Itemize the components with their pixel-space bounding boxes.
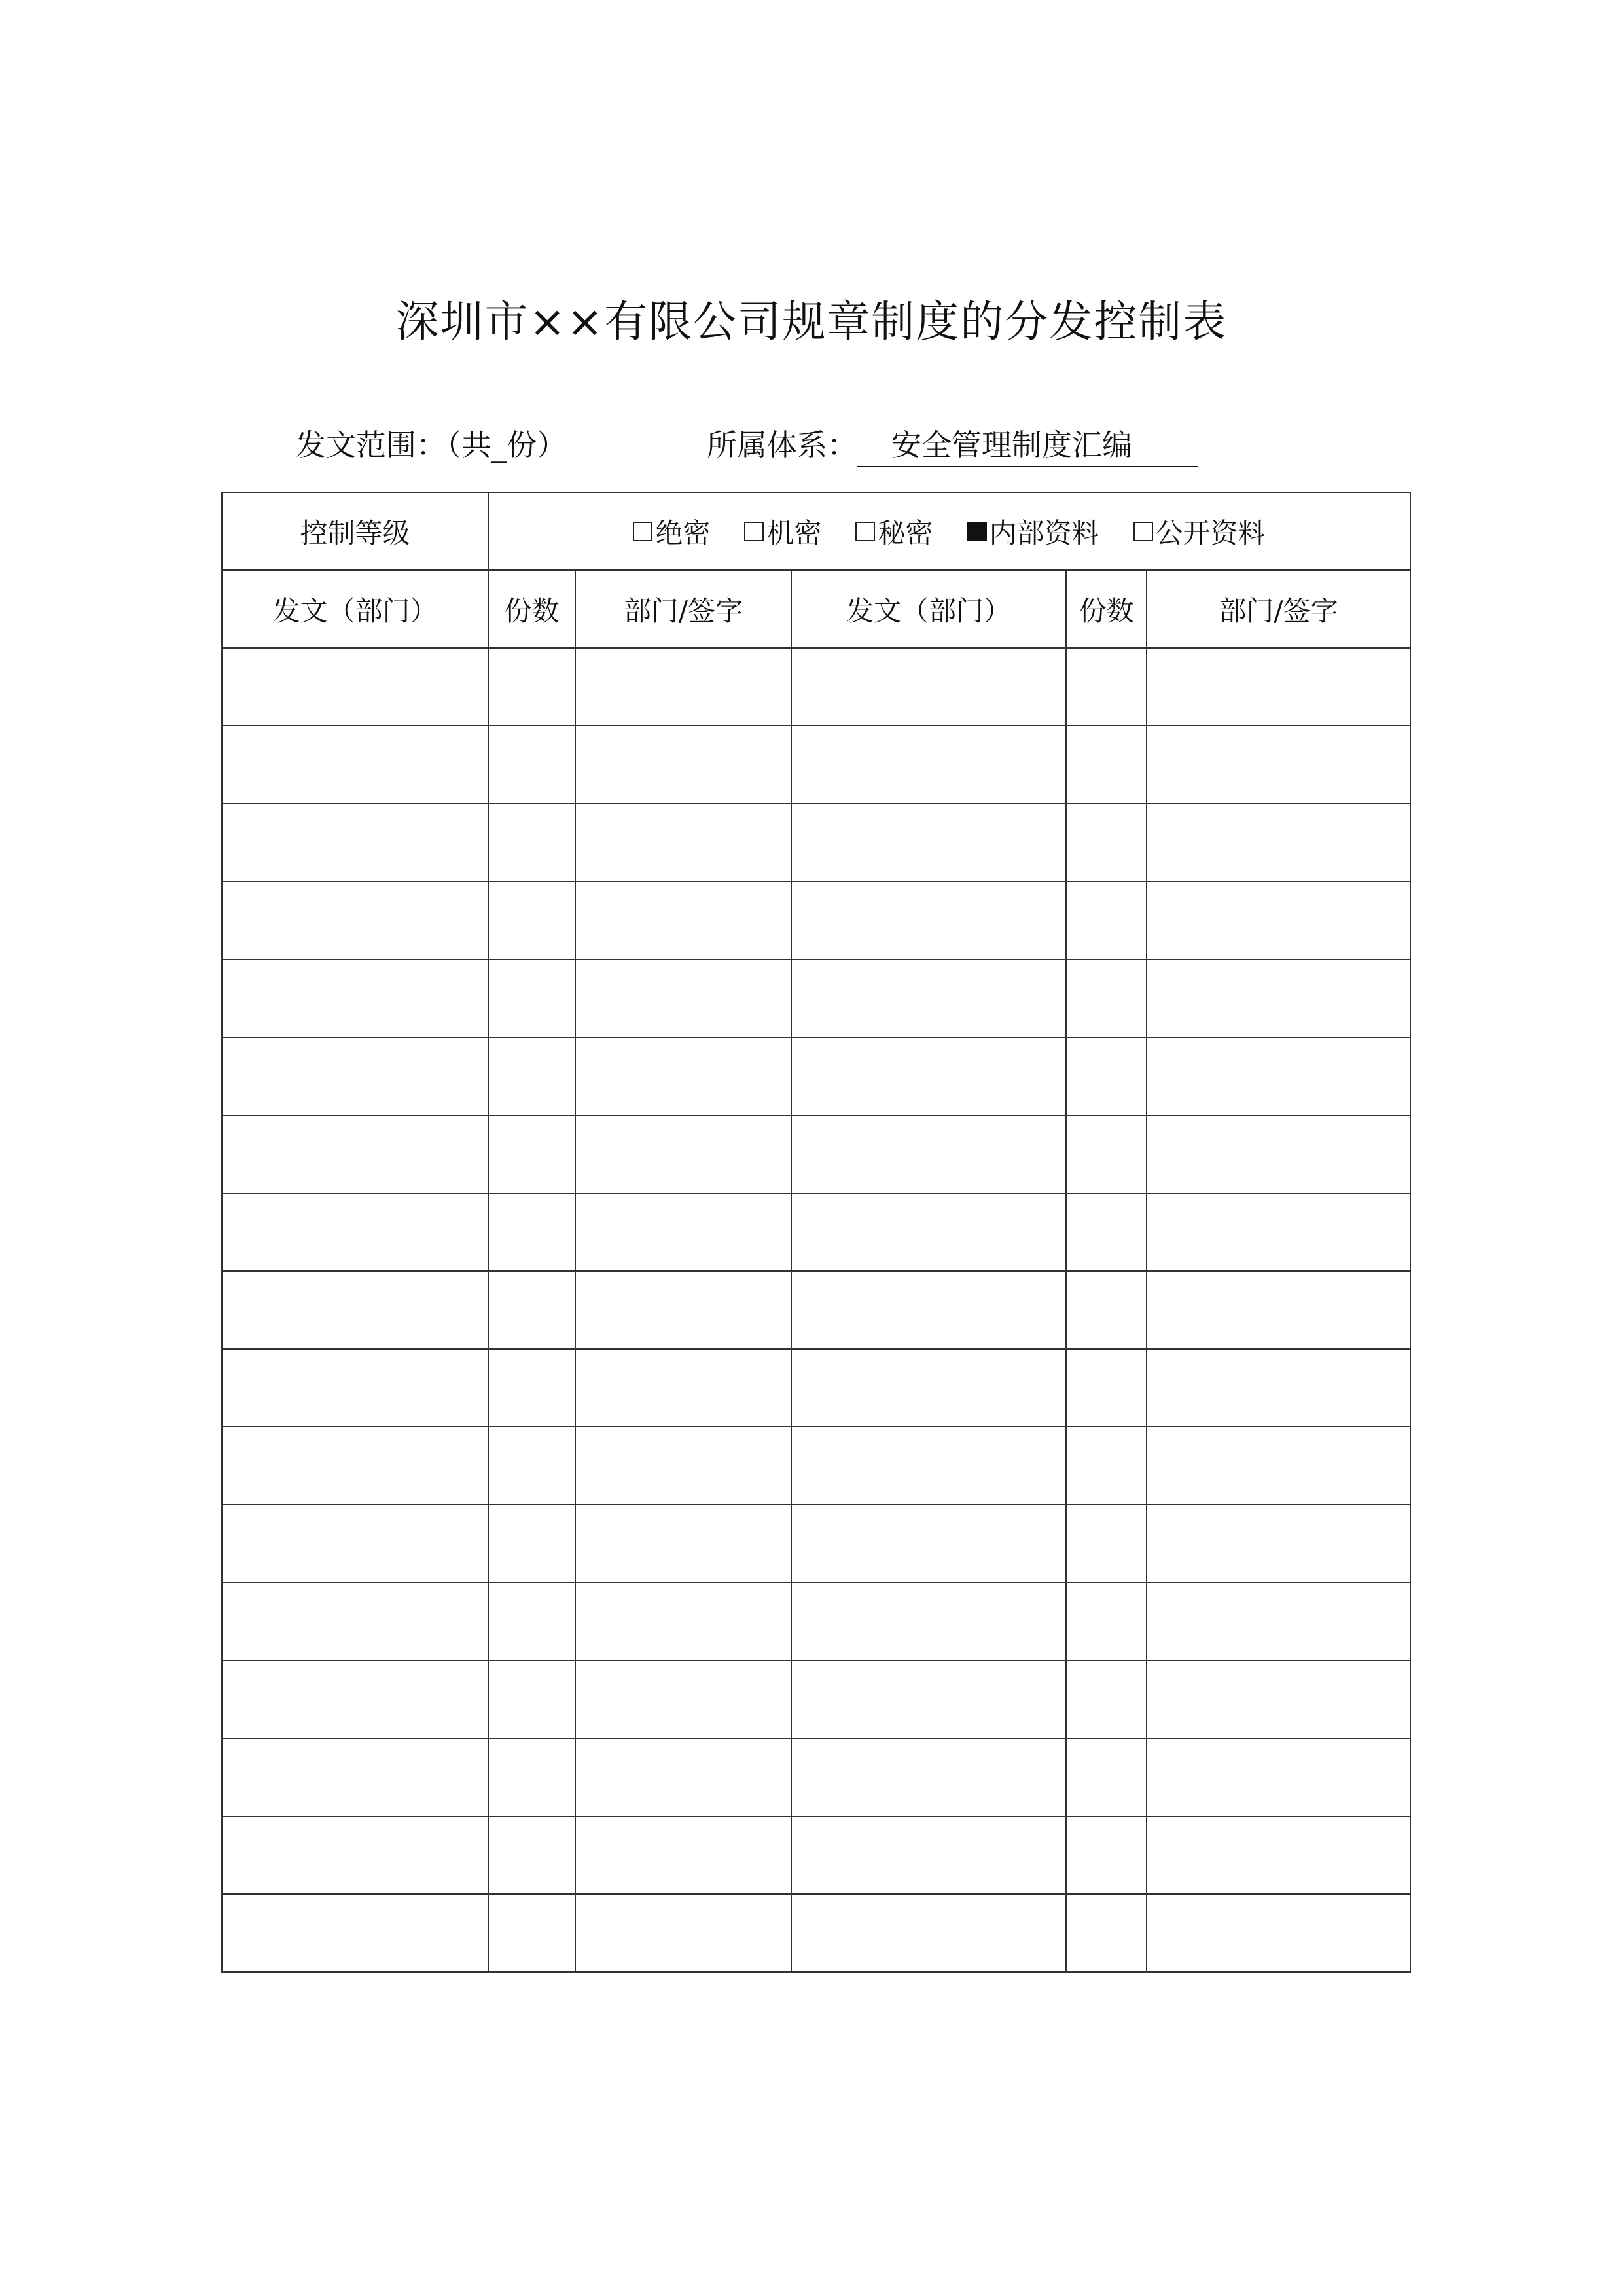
copies-cell[interactable] (488, 1271, 575, 1349)
system-label: 所属体系： (707, 427, 857, 463)
copies-cell[interactable] (1066, 726, 1147, 804)
header-row (222, 570, 1410, 648)
table-row (222, 648, 1410, 726)
copies-cell[interactable] (1066, 1583, 1147, 1660)
system-value: 安全管理制度汇编 (857, 424, 1198, 467)
send-dept-cell[interactable] (222, 882, 488, 960)
copies-cell[interactable] (488, 1193, 575, 1271)
send-dept-cell[interactable] (791, 1738, 1066, 1816)
distribution-control-table (221, 492, 1411, 1973)
copies-cell[interactable] (488, 1349, 575, 1427)
table-row (222, 1894, 1410, 1972)
control-level-label: 控制等级 (222, 492, 488, 570)
dept-sign-cell[interactable] (1147, 1894, 1410, 1972)
dept-sign-cell[interactable] (575, 726, 791, 804)
level-label: 绝密 (655, 516, 711, 549)
copies-cell[interactable] (488, 960, 575, 1037)
level-label: 秘密 (878, 516, 933, 549)
header-send-dept-1: 发文（部门） (222, 570, 488, 648)
level-checkbox-group (616, 512, 1282, 551)
table-row (222, 1660, 1410, 1738)
table-row (222, 1193, 1410, 1271)
copies-cell[interactable] (1066, 1505, 1147, 1583)
send-dept-cell[interactable] (222, 1193, 488, 1271)
page-title: 深圳市××有限公司规章制度的分发控制表 (395, 296, 1228, 347)
dept-sign-cell[interactable] (1147, 648, 1410, 726)
unchecked-box-icon[interactable] (744, 522, 764, 541)
copies-cell[interactable] (1066, 1894, 1147, 1972)
table-row (222, 1271, 1410, 1349)
copies-cell[interactable] (488, 804, 575, 882)
level-option[interactable] (967, 512, 1099, 551)
send-dept-cell[interactable] (222, 960, 488, 1037)
copies-cell[interactable] (1066, 1271, 1147, 1349)
dept-sign-cell[interactable] (1147, 1427, 1410, 1505)
copies-cell[interactable] (1066, 648, 1147, 726)
send-dept-cell[interactable] (791, 726, 1066, 804)
header-dept-sign-1: 部门/签字 (575, 570, 791, 648)
level-option[interactable] (855, 512, 933, 551)
dept-sign-cell[interactable] (575, 1271, 791, 1349)
dept-sign-cell[interactable] (575, 1816, 791, 1894)
dept-sign-cell[interactable] (1147, 1349, 1410, 1427)
copies-cell[interactable] (488, 1660, 575, 1738)
copies-cell[interactable] (1066, 1115, 1147, 1193)
system-field (707, 419, 1198, 471)
copies-cell[interactable] (488, 1115, 575, 1193)
dept-sign-cell[interactable] (575, 1894, 791, 1972)
dept-sign-cell[interactable] (1147, 1193, 1410, 1271)
table-row (222, 726, 1410, 804)
send-dept-cell[interactable] (791, 648, 1066, 726)
table-row (222, 1816, 1410, 1894)
table-row (222, 1583, 1410, 1660)
copies-cell[interactable] (488, 882, 575, 960)
dept-sign-cell[interactable] (575, 1349, 791, 1427)
unchecked-box-icon[interactable] (633, 522, 652, 541)
copies-cell[interactable] (488, 1894, 575, 1972)
send-dept-cell[interactable] (222, 1115, 488, 1193)
header-copies-1: 份数 (488, 570, 575, 648)
send-dept-cell[interactable] (791, 1894, 1066, 1972)
send-dept-cell[interactable] (222, 1349, 488, 1427)
dept-sign-cell[interactable] (575, 1427, 791, 1505)
dept-sign-cell[interactable] (575, 1193, 791, 1271)
table-row (222, 1037, 1410, 1115)
send-dept-cell[interactable] (222, 726, 488, 804)
copies-cell[interactable] (488, 726, 575, 804)
table-row (222, 960, 1410, 1037)
table-row (222, 1349, 1410, 1427)
send-dept-cell[interactable] (222, 804, 488, 882)
header-copies-2: 份数 (1066, 570, 1147, 648)
send-dept-cell[interactable] (791, 1427, 1066, 1505)
dept-sign-cell[interactable] (1147, 1738, 1410, 1816)
level-option[interactable] (1133, 512, 1266, 551)
copies-cell[interactable] (1066, 804, 1147, 882)
send-dept-cell[interactable] (222, 1816, 488, 1894)
copies-cell[interactable] (488, 1505, 575, 1583)
send-dept-cell[interactable] (222, 1583, 488, 1660)
table-row (222, 882, 1410, 960)
dept-sign-cell[interactable] (575, 1505, 791, 1583)
copies-cell[interactable] (1066, 1738, 1147, 1816)
dept-sign-cell[interactable] (1147, 1115, 1410, 1193)
copies-cell[interactable] (488, 1738, 575, 1816)
header-send-dept-2: 发文（部门） (791, 570, 1066, 648)
copies-cell[interactable] (488, 1427, 575, 1505)
dept-sign-cell[interactable] (1147, 1660, 1410, 1738)
copies-cell[interactable] (1066, 1427, 1147, 1505)
dept-sign-cell[interactable] (575, 1115, 791, 1193)
level-option[interactable] (744, 512, 821, 551)
dept-sign-cell[interactable] (575, 1738, 791, 1816)
distribution-scope-label: 发文范围：（共_份） (296, 427, 567, 463)
control-level-row (222, 492, 1410, 570)
table-row (222, 1427, 1410, 1505)
send-dept-cell[interactable] (222, 1271, 488, 1349)
unchecked-box-icon[interactable] (855, 522, 875, 541)
send-dept-cell[interactable] (791, 1349, 1066, 1427)
send-dept-cell[interactable] (222, 1037, 488, 1115)
copies-cell[interactable] (1066, 1816, 1147, 1894)
send-dept-cell[interactable] (222, 1505, 488, 1583)
table-row (222, 804, 1410, 882)
copies-cell[interactable] (488, 1583, 575, 1660)
copies-cell[interactable] (488, 648, 575, 726)
copies-cell[interactable] (1066, 1349, 1147, 1427)
send-dept-cell[interactable] (222, 648, 488, 726)
table-row (222, 1738, 1410, 1816)
send-dept-cell[interactable] (791, 882, 1066, 960)
send-dept-cell[interactable] (791, 1115, 1066, 1193)
dept-sign-cell[interactable] (1147, 1505, 1410, 1583)
table-row (222, 1505, 1410, 1583)
dept-sign-cell[interactable] (1147, 1037, 1410, 1115)
dept-sign-cell[interactable] (575, 1660, 791, 1738)
send-dept-cell[interactable] (222, 1738, 488, 1816)
copies-cell[interactable] (1066, 1660, 1147, 1738)
dept-sign-cell[interactable] (575, 882, 791, 960)
dept-sign-cell[interactable] (575, 1583, 791, 1660)
send-dept-cell[interactable] (791, 1505, 1066, 1583)
send-dept-cell[interactable] (791, 1660, 1066, 1738)
dept-sign-cell[interactable] (1147, 960, 1410, 1037)
level-label: 内部资料 (989, 516, 1099, 549)
level-label: 机密 (766, 516, 822, 549)
send-dept-cell[interactable] (222, 1427, 488, 1505)
send-dept-cell[interactable] (791, 960, 1066, 1037)
dept-sign-cell[interactable] (575, 648, 791, 726)
control-level-options (488, 492, 1410, 570)
copies-cell[interactable] (1066, 960, 1147, 1037)
dept-sign-cell[interactable] (575, 960, 791, 1037)
dept-sign-cell[interactable] (1147, 726, 1410, 804)
dept-sign-cell[interactable] (1147, 1271, 1410, 1349)
level-option[interactable] (633, 512, 710, 551)
copies-cell[interactable] (488, 1037, 575, 1115)
send-dept-cell[interactable] (222, 1894, 488, 1972)
dept-sign-cell[interactable] (1147, 1583, 1410, 1660)
unchecked-box-icon[interactable] (1133, 522, 1153, 541)
copies-cell[interactable] (1066, 882, 1147, 960)
table-row (222, 1115, 1410, 1193)
dept-sign-cell[interactable] (575, 1037, 791, 1115)
header-dept-sign-2: 部门/签字 (1147, 570, 1410, 648)
send-dept-cell[interactable] (791, 1271, 1066, 1349)
checked-box-icon[interactable] (967, 522, 987, 541)
dept-sign-cell[interactable] (1147, 804, 1410, 882)
dept-sign-cell[interactable] (575, 804, 791, 882)
send-dept-cell[interactable] (791, 1193, 1066, 1271)
send-dept-cell[interactable] (791, 1037, 1066, 1115)
copies-cell[interactable] (1066, 1037, 1147, 1115)
dept-sign-cell[interactable] (1147, 882, 1410, 960)
send-dept-cell[interactable] (222, 1660, 488, 1738)
copies-cell[interactable] (1066, 1193, 1147, 1271)
dept-sign-cell[interactable] (1147, 1816, 1410, 1894)
level-label: 公开资料 (1155, 516, 1266, 549)
send-dept-cell[interactable] (791, 804, 1066, 882)
send-dept-cell[interactable] (791, 1583, 1066, 1660)
copies-cell[interactable] (488, 1816, 575, 1894)
send-dept-cell[interactable] (791, 1816, 1066, 1894)
